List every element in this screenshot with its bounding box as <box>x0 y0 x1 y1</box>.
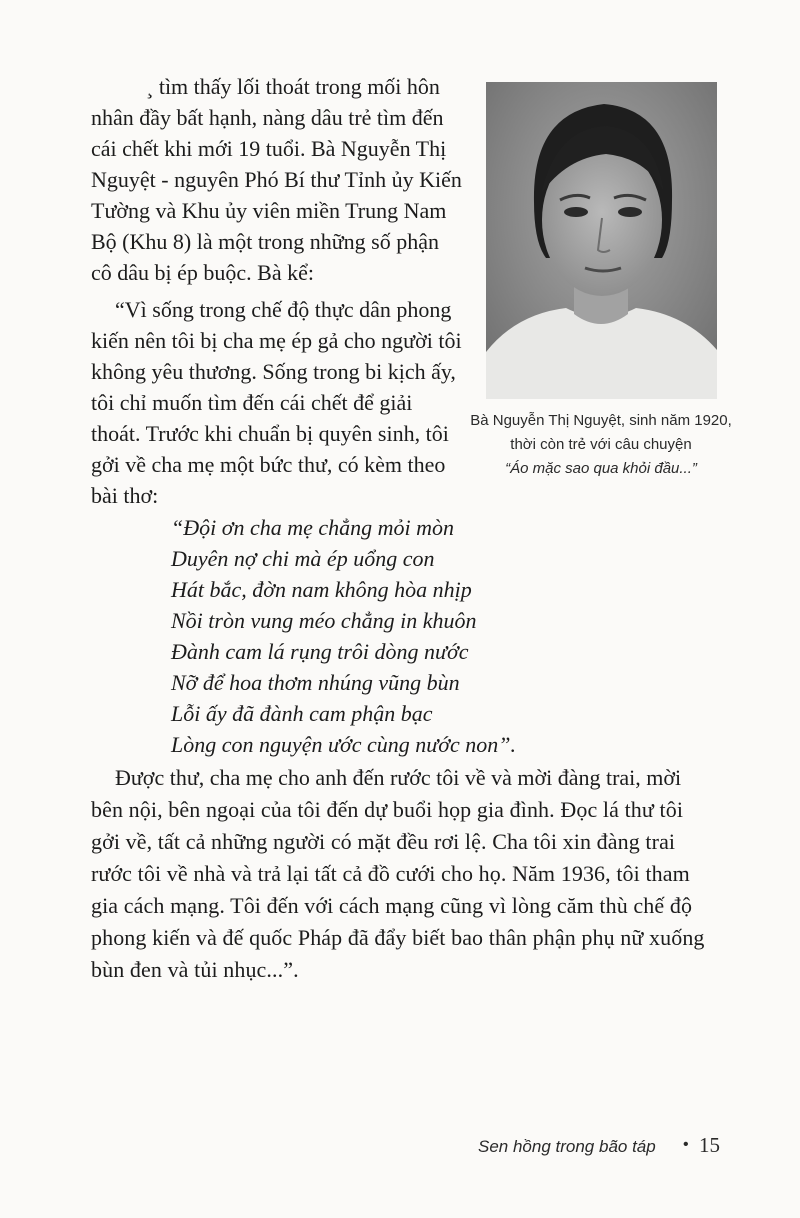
body-line: cái chết khi mới 19 tuổi. Bà Nguyễn Thị <box>91 136 447 161</box>
body-line: Nguyệt - nguyên Phó Bí thư Tỉnh ủy Kiến <box>91 167 462 192</box>
poem-line: Đành cam lá rụng trôi dòng nước <box>171 639 469 664</box>
poem-line: Hát bắc, đờn nam không hòa nhịp <box>171 577 472 602</box>
page-number: 15 <box>699 1133 720 1157</box>
closing-line: gia cách mạng. Tôi đến với cách mạng cũng vì lòng căm thù chế độ <box>91 893 693 918</box>
quote-line: gởi về cha mẹ một bức thư, có kèm theo <box>91 452 446 477</box>
body-line: ¸ tìm thấy lối thoát trong mối hôn <box>146 74 440 99</box>
poem-line: Lòng con nguyện ước cùng nước non”. <box>171 732 517 757</box>
closing-line: bùn đen và tủi nhục...”. <box>91 957 299 982</box>
closing-line: gởi về, tất cả những người có mặt đều rơi lệ. Cha tôi xin đàng trai <box>91 829 676 854</box>
poem-line: “Đội ơn cha mẹ chẳng mỏi mòn <box>171 515 455 540</box>
closing-line: Được thư, cha mẹ cho anh đến rước tôi về và mời đàng trai, mời <box>115 765 682 790</box>
quote-line: bài thơ: <box>91 483 159 508</box>
quote-line: thoát. Trước khi chuẩn bị quyên sinh, tôi <box>91 421 449 446</box>
photo-caption-line: Bà Nguyễn Thị Nguyệt, sinh năm 1920, <box>470 412 732 429</box>
quote-line: “Vì sống trong chế độ thực dân phong <box>115 297 452 322</box>
poem-line: Nồi tròn vung méo chẳng in khuôn <box>171 608 477 633</box>
poem-line: Nỡ để hoa thơm nhúng vũng bùn <box>171 670 460 695</box>
portrait-photo <box>486 82 717 399</box>
quote-line: tôi chỉ muốn tìm đến cái chết để giải <box>91 390 413 415</box>
running-footer-title: Sen hồng trong bão táp <box>478 1137 656 1156</box>
body-line: Bộ (Khu 8) là một trong những số phận <box>91 229 440 254</box>
footer-bullet-icon: • <box>683 1136 689 1153</box>
photo-caption-line: thời còn trẻ với câu chuyện <box>510 436 692 453</box>
body-line: Tường và Khu ủy viên miền Trung Nam <box>91 198 447 223</box>
closing-line: rước tôi về nhà và trả lại tất cả đồ cưới cho họ. Năm 1936, tôi tham <box>91 861 690 886</box>
body-line: nhân đầy bất hạnh, nàng dâu trẻ tìm đến <box>91 105 444 130</box>
quote-line: kiến nên tôi bị cha mẹ ép gả cho người tôi <box>91 328 462 353</box>
photo-caption-line: “Áo mặc sao qua khỏi đầu...” <box>505 460 697 477</box>
closing-line: phong kiến và đế quốc Pháp đã đẩy biết bao thân phận phụ nữ xuống <box>91 925 705 950</box>
quote-line: không yêu thương. Sống trong bi kịch ấy, <box>91 359 456 384</box>
body-line: cô dâu bị ép buộc. Bà kể: <box>91 260 314 285</box>
poem-line: Duyên nợ chi mà ép uổng con <box>171 546 435 571</box>
closing-line: bên nội, bên ngoại của tôi đến dự buổi họp gia đình. Đọc lá thư tôi <box>91 797 684 822</box>
poem-line: Lỗi ấy đã đành cam phận bạc <box>171 701 433 726</box>
